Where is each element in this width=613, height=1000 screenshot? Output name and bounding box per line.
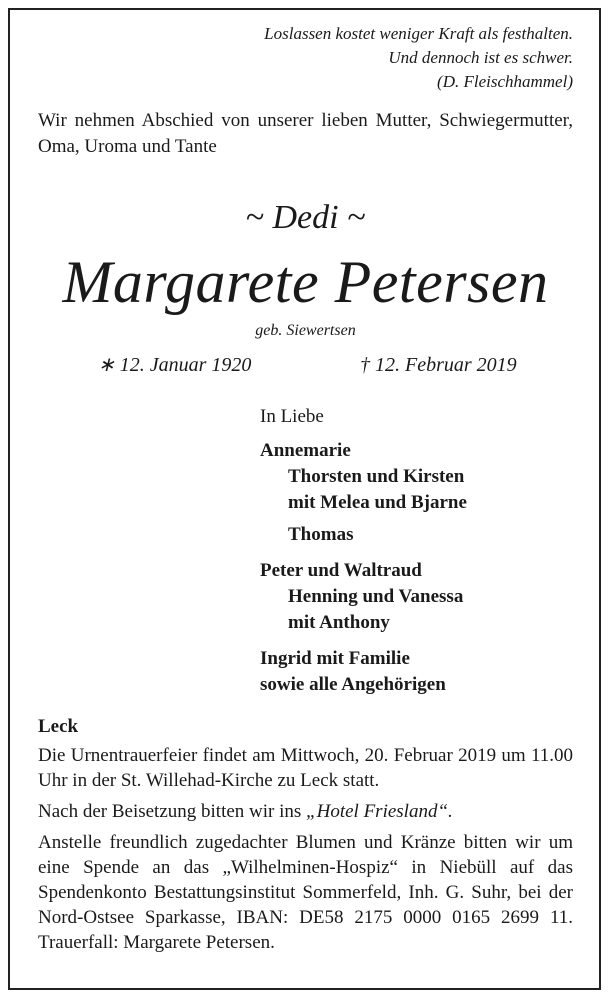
intro-text: Wir nehmen Abschied von unserer lieben Mutter, Schwiegermutter, Oma, Uroma und Tante bbox=[38, 110, 573, 157]
birth-date: ∗ 12. Januar 1920 bbox=[98, 354, 252, 376]
epigraph-quote bbox=[264, 22, 573, 94]
family-head: Annemarie bbox=[260, 440, 351, 461]
obituary-content bbox=[38, 10, 573, 988]
deceased-name: Margarete Petersen bbox=[62, 249, 549, 315]
family-head: Peter und Waltraud bbox=[260, 560, 422, 581]
after-service bbox=[38, 799, 573, 824]
family-member: mit Melea und Bjarne bbox=[288, 492, 467, 513]
death-date: † 12. Februar 2019 bbox=[360, 354, 517, 376]
venue-name: „Hotel Friesland“. bbox=[306, 801, 453, 822]
donation-request: Anstelle freundlich zugedachter Blumen und Kränze bitten wir um eine Spende an das „Wilhelminen-Hospiz“ in Niebüll auf das Spendenkonto Bestattungsinstitut Sommerfeld, Inh. G. Suhr, bei der Nord-Ostsee Sparkasse, IBAN: DE58 2175 0000 0165 2699 11. Trauerfall: Margarete Petersen. bbox=[38, 832, 573, 953]
deceased-birth-name: geb. Siewertsen bbox=[255, 322, 356, 339]
service-details: Die Urnentrauerfeier findet am Mittwoch, 20. Februar 2019 um 11.00 Uhr in der St. Willehad-Kirche zu Leck statt. bbox=[38, 745, 573, 791]
service-notice bbox=[38, 714, 573, 961]
quote-line: Und dennoch ist es schwer. bbox=[388, 48, 573, 67]
mourners-closing: sowie alle Angehörigen bbox=[260, 674, 446, 695]
mourners-list bbox=[260, 404, 467, 698]
family-member: Thomas bbox=[288, 524, 354, 545]
quote-author: (D. Fleischhammel) bbox=[437, 72, 573, 91]
family-member: mit Anthony bbox=[288, 612, 390, 633]
deceased-nickname: ~ Dedi ~ bbox=[245, 199, 366, 236]
obituary-frame bbox=[8, 8, 601, 990]
mourners-lead: In Liebe bbox=[260, 406, 324, 427]
after-service-text: Nach der Beisetzung bitten wir ins bbox=[38, 801, 307, 822]
family-member: Thorsten und Kirsten bbox=[288, 466, 465, 487]
notice-place: Leck bbox=[38, 716, 79, 737]
family-head: Ingrid mit Familie bbox=[260, 648, 410, 669]
family-member: Henning und Vanessa bbox=[288, 586, 464, 607]
quote-line: Loslassen kostet weniger Kraft als festhalten. bbox=[264, 24, 573, 43]
